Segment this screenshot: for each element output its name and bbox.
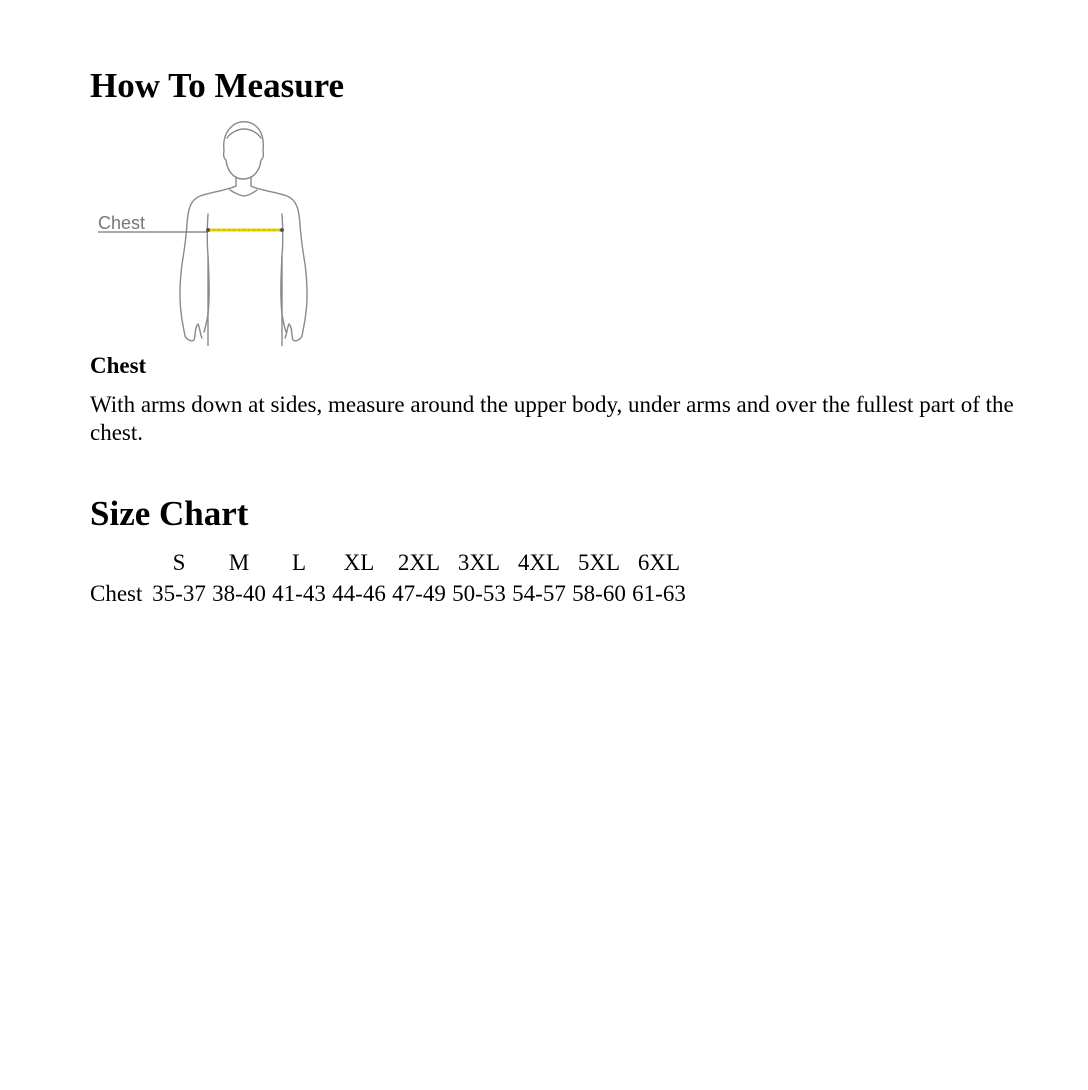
size-value-cell: 50-53 <box>452 581 506 606</box>
size-value-cell: 58-60 <box>572 581 626 606</box>
size-value-cell: 41-43 <box>272 581 326 606</box>
size-value-cell: 54-57 <box>512 581 566 606</box>
size-value-cell: 44-46 <box>332 581 386 606</box>
size-value-cell: 47-49 <box>392 581 446 606</box>
size-header-cell: 4XL <box>517 550 561 575</box>
size-header-cell: 3XL <box>457 550 501 575</box>
size-value-cell: 38-40 <box>212 581 266 606</box>
body-measure-illustration <box>90 114 320 346</box>
size-header-cell: 5XL <box>577 550 621 575</box>
size-header-cell: 2XL <box>397 550 441 575</box>
table-row <box>90 579 688 608</box>
size-row-label: Chest <box>90 581 143 606</box>
figure-right-side <box>251 186 307 336</box>
size-header-cell: 6XL <box>637 550 681 575</box>
size-header-cell: L <box>291 550 307 575</box>
size-header-cell: XL <box>343 550 375 575</box>
figure-head <box>224 122 264 179</box>
size-value-cell: 35-37 <box>152 581 206 606</box>
size-chart-table <box>88 546 690 610</box>
chest-heading: Chest <box>90 353 147 378</box>
size-header-row <box>90 548 688 577</box>
how-to-measure-title: How To Measure <box>90 66 345 105</box>
size-header-cell: S <box>172 550 186 575</box>
size-chart-title: Size Chart <box>90 494 249 533</box>
chest-callout-label: Chest <box>98 213 146 233</box>
chest-description: With arms down at sides, measure around the upper body, under arms and over the fullest part of the chest. <box>90 392 1014 445</box>
size-header-cell: M <box>228 550 250 575</box>
size-value-cell: 61-63 <box>632 581 686 606</box>
size-header-corner <box>90 548 148 577</box>
